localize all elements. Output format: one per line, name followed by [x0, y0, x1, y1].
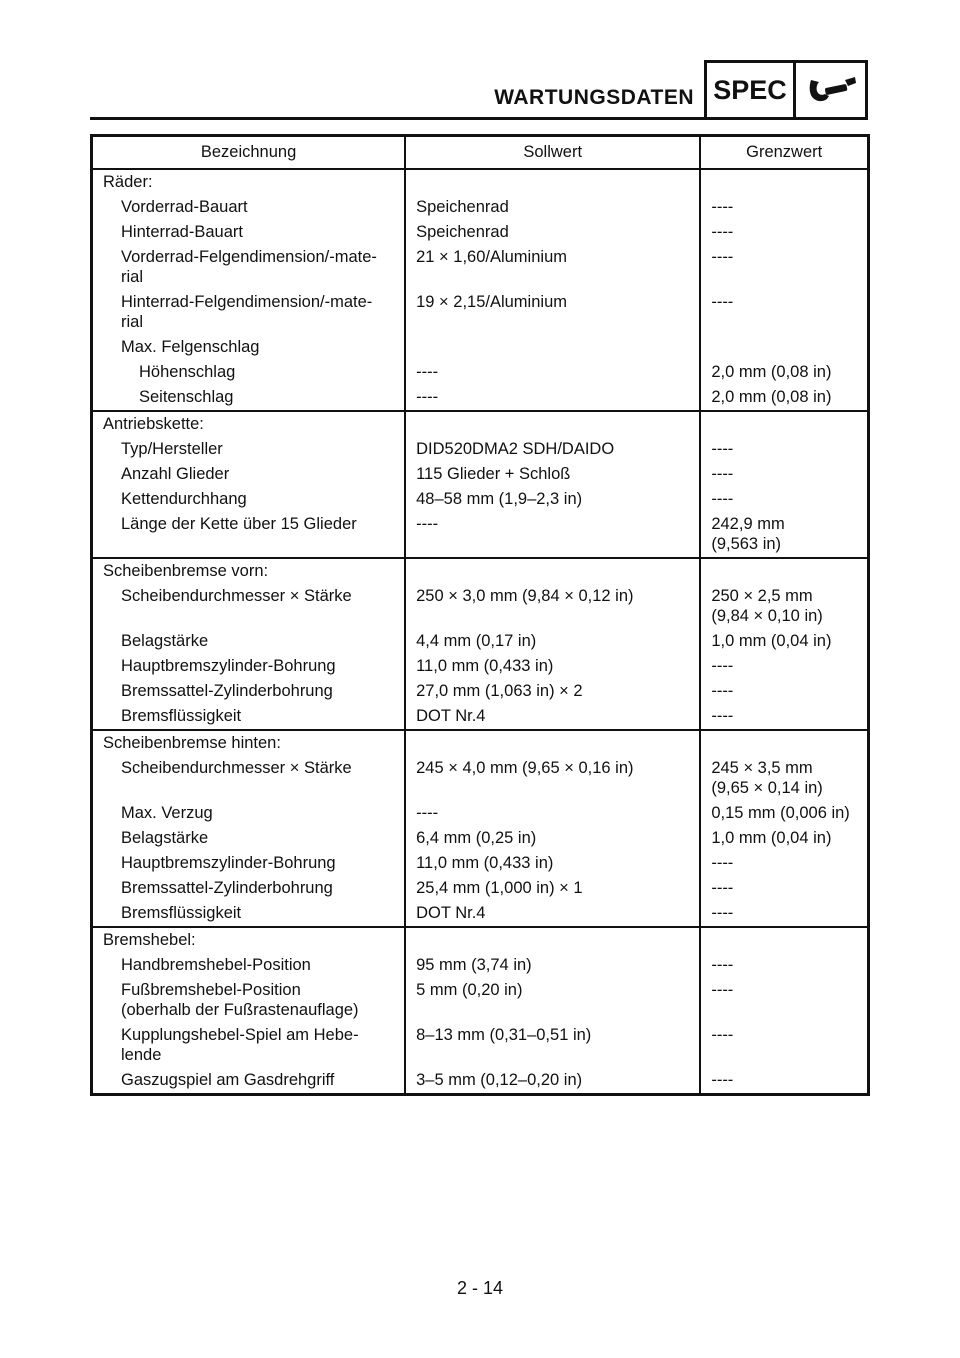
wrench-icon	[796, 63, 865, 117]
cell-bezeichnung: Bremssattel-Zylinderbohrung	[92, 876, 406, 901]
cell-bezeichnung: Scheibendurchmesser × Stärke	[92, 584, 406, 629]
cell-grenzwert: 2,0 mm (0,08 in)	[700, 385, 868, 411]
cell-bezeichnung: Belagstärke	[92, 629, 406, 654]
cell-bezeichnung: Anzahl Glieder	[92, 462, 406, 487]
cell-bezeichnung: Bremsflüssigkeit	[92, 704, 406, 730]
table-row	[92, 220, 869, 245]
cell-grenzwert: 1,0 mm (0,04 in)	[700, 629, 868, 654]
cell-bezeichnung: Bremshebel:	[92, 927, 406, 953]
cell-grenzwert: 242,9 mm (9,563 in)	[700, 512, 868, 558]
table-row	[92, 801, 869, 826]
table-row	[92, 512, 869, 558]
cell-bezeichnung: Antriebskette:	[92, 411, 406, 437]
page-title: WARTUNGSDATEN	[494, 86, 694, 109]
table-row	[92, 195, 869, 220]
cell-sollwert	[405, 558, 700, 584]
cell-grenzwert	[700, 730, 868, 756]
table-row	[92, 851, 869, 876]
table-row	[92, 679, 869, 704]
table-row	[92, 756, 869, 801]
specification-table	[90, 134, 870, 1096]
cell-sollwert: Speichenrad	[405, 220, 700, 245]
cell-sollwert: 245 × 4,0 mm (9,65 × 0,16 in)	[405, 756, 700, 801]
table-row	[92, 487, 869, 512]
table-row	[92, 901, 869, 927]
table-row	[92, 953, 869, 978]
cell-bezeichnung: Gaszugspiel am Gasdrehgriff	[92, 1068, 406, 1095]
cell-grenzwert	[700, 411, 868, 437]
table-row	[92, 437, 869, 462]
cell-grenzwert: ----	[700, 654, 868, 679]
cell-grenzwert	[700, 169, 868, 195]
cell-grenzwert: 1,0 mm (0,04 in)	[700, 826, 868, 851]
cell-sollwert: 21 × 1,60/Aluminium	[405, 245, 700, 290]
cell-bezeichnung: Max. Verzug	[92, 801, 406, 826]
table-section-row	[92, 558, 869, 584]
cell-sollwert: 4,4 mm (0,17 in)	[405, 629, 700, 654]
table-section-row	[92, 411, 869, 437]
cell-sollwert: 250 × 3,0 mm (9,84 × 0,12 in)	[405, 584, 700, 629]
cell-sollwert	[405, 169, 700, 195]
cell-bezeichnung: Seitenschlag	[92, 385, 406, 411]
table-section-row	[92, 927, 869, 953]
table-header-row	[92, 136, 869, 170]
cell-bezeichnung: Hauptbremszylinder-Bohrung	[92, 654, 406, 679]
cell-grenzwert: ----	[700, 437, 868, 462]
cell-sollwert: Speichenrad	[405, 195, 700, 220]
cell-sollwert: 25,4 mm (1,000 in) × 1	[405, 876, 700, 901]
table-row	[92, 360, 869, 385]
table-row	[92, 290, 869, 335]
cell-bezeichnung: Scheibenbremse hinten:	[92, 730, 406, 756]
table-row	[92, 876, 869, 901]
cell-sollwert: ----	[405, 385, 700, 411]
cell-bezeichnung: Hauptbremszylinder-Bohrung	[92, 851, 406, 876]
column-header-sollwert: Sollwert	[405, 136, 700, 170]
spec-badge	[704, 60, 868, 120]
cell-bezeichnung: Scheibendurchmesser × Stärke	[92, 756, 406, 801]
cell-grenzwert: ----	[700, 1068, 868, 1095]
cell-sollwert: DID520DMA2 SDH/DAIDO	[405, 437, 700, 462]
table-row	[92, 462, 869, 487]
header-rule	[90, 117, 704, 120]
spec-label: SPEC	[707, 63, 796, 117]
cell-sollwert: 3–5 mm (0,12–0,20 in)	[405, 1068, 700, 1095]
table-section-row	[92, 730, 869, 756]
page-number: 2 - 14	[456, 1278, 504, 1298]
table-row	[92, 704, 869, 730]
cell-bezeichnung: Kettendurchhang	[92, 487, 406, 512]
cell-bezeichnung: Scheibenbremse vorn:	[92, 558, 406, 584]
cell-grenzwert: ----	[700, 851, 868, 876]
cell-bezeichnung: Vorderrad-Bauart	[92, 195, 406, 220]
cell-grenzwert: ----	[700, 978, 868, 1023]
cell-grenzwert: 245 × 3,5 mm (9,65 × 0,14 in)	[700, 756, 868, 801]
table-row	[92, 978, 869, 1023]
cell-grenzwert: 0,15 mm (0,006 in)	[700, 801, 868, 826]
cell-grenzwert	[700, 335, 868, 360]
column-header-bezeichnung: Bezeichnung	[92, 136, 406, 170]
cell-grenzwert: ----	[700, 704, 868, 730]
cell-grenzwert: ----	[700, 220, 868, 245]
cell-bezeichnung: Kupplungshebel-Spiel am Hebe- lende	[92, 1023, 406, 1068]
cell-grenzwert: ----	[700, 901, 868, 927]
table-row	[92, 584, 869, 629]
column-header-grenzwert: Grenzwert	[700, 136, 868, 170]
cell-bezeichnung: Bremssattel-Zylinderbohrung	[92, 679, 406, 704]
cell-bezeichnung: Länge der Kette über 15 Glieder	[92, 512, 406, 558]
cell-sollwert: 19 × 2,15/Aluminium	[405, 290, 700, 335]
table-row	[92, 629, 869, 654]
cell-sollwert	[405, 927, 700, 953]
cell-sollwert: ----	[405, 360, 700, 385]
cell-sollwert: 5 mm (0,20 in)	[405, 978, 700, 1023]
cell-sollwert	[405, 411, 700, 437]
cell-bezeichnung: Hinterrad-Felgendimension/-mate- rial	[92, 290, 406, 335]
cell-grenzwert: 250 × 2,5 mm (9,84 × 0,10 in)	[700, 584, 868, 629]
cell-bezeichnung: Höhenschlag	[92, 360, 406, 385]
cell-grenzwert: 2,0 mm (0,08 in)	[700, 360, 868, 385]
cell-grenzwert: ----	[700, 953, 868, 978]
cell-sollwert: ----	[405, 801, 700, 826]
cell-grenzwert	[700, 558, 868, 584]
cell-sollwert	[405, 730, 700, 756]
table-row	[92, 654, 869, 679]
cell-sollwert: ----	[405, 512, 700, 558]
table-row	[92, 1023, 869, 1068]
cell-sollwert: 11,0 mm (0,433 in)	[405, 851, 700, 876]
table-row	[92, 1068, 869, 1095]
cell-grenzwert: ----	[700, 1023, 868, 1068]
cell-bezeichnung: Typ/Hersteller	[92, 437, 406, 462]
cell-grenzwert: ----	[700, 290, 868, 335]
cell-sollwert	[405, 335, 700, 360]
cell-sollwert: 8–13 mm (0,31–0,51 in)	[405, 1023, 700, 1068]
cell-grenzwert: ----	[700, 245, 868, 290]
table-row	[92, 385, 869, 411]
cell-grenzwert: ----	[700, 876, 868, 901]
cell-bezeichnung: Hinterrad-Bauart	[92, 220, 406, 245]
cell-grenzwert	[700, 927, 868, 953]
cell-sollwert: 115 Glieder + Schloß	[405, 462, 700, 487]
cell-grenzwert: ----	[700, 462, 868, 487]
cell-bezeichnung: Räder:	[92, 169, 406, 195]
cell-bezeichnung: Vorderrad-Felgendimension/-mate- rial	[92, 245, 406, 290]
cell-sollwert: 95 mm (3,74 in)	[405, 953, 700, 978]
cell-bezeichnung: Handbremshebel-Position	[92, 953, 406, 978]
cell-sollwert: 11,0 mm (0,433 in)	[405, 654, 700, 679]
table-row	[92, 245, 869, 290]
cell-sollwert: 48–58 mm (1,9–2,3 in)	[405, 487, 700, 512]
cell-grenzwert: ----	[700, 679, 868, 704]
table-row	[92, 826, 869, 851]
cell-bezeichnung: Belagstärke	[92, 826, 406, 851]
cell-bezeichnung: Bremsflüssigkeit	[92, 901, 406, 927]
cell-grenzwert: ----	[700, 487, 868, 512]
cell-sollwert: 6,4 mm (0,25 in)	[405, 826, 700, 851]
cell-sollwert: DOT Nr.4	[405, 901, 700, 927]
cell-sollwert: 27,0 mm (1,063 in) × 2	[405, 679, 700, 704]
cell-grenzwert: ----	[700, 195, 868, 220]
cell-bezeichnung: Fußbremshebel-Position (oberhalb der Fußrastenauflage)	[92, 978, 406, 1023]
cell-sollwert: DOT Nr.4	[405, 704, 700, 730]
table-body	[92, 169, 869, 1095]
cell-bezeichnung: Max. Felgenschlag	[92, 335, 406, 360]
table-row	[92, 335, 869, 360]
table-section-row	[92, 169, 869, 195]
